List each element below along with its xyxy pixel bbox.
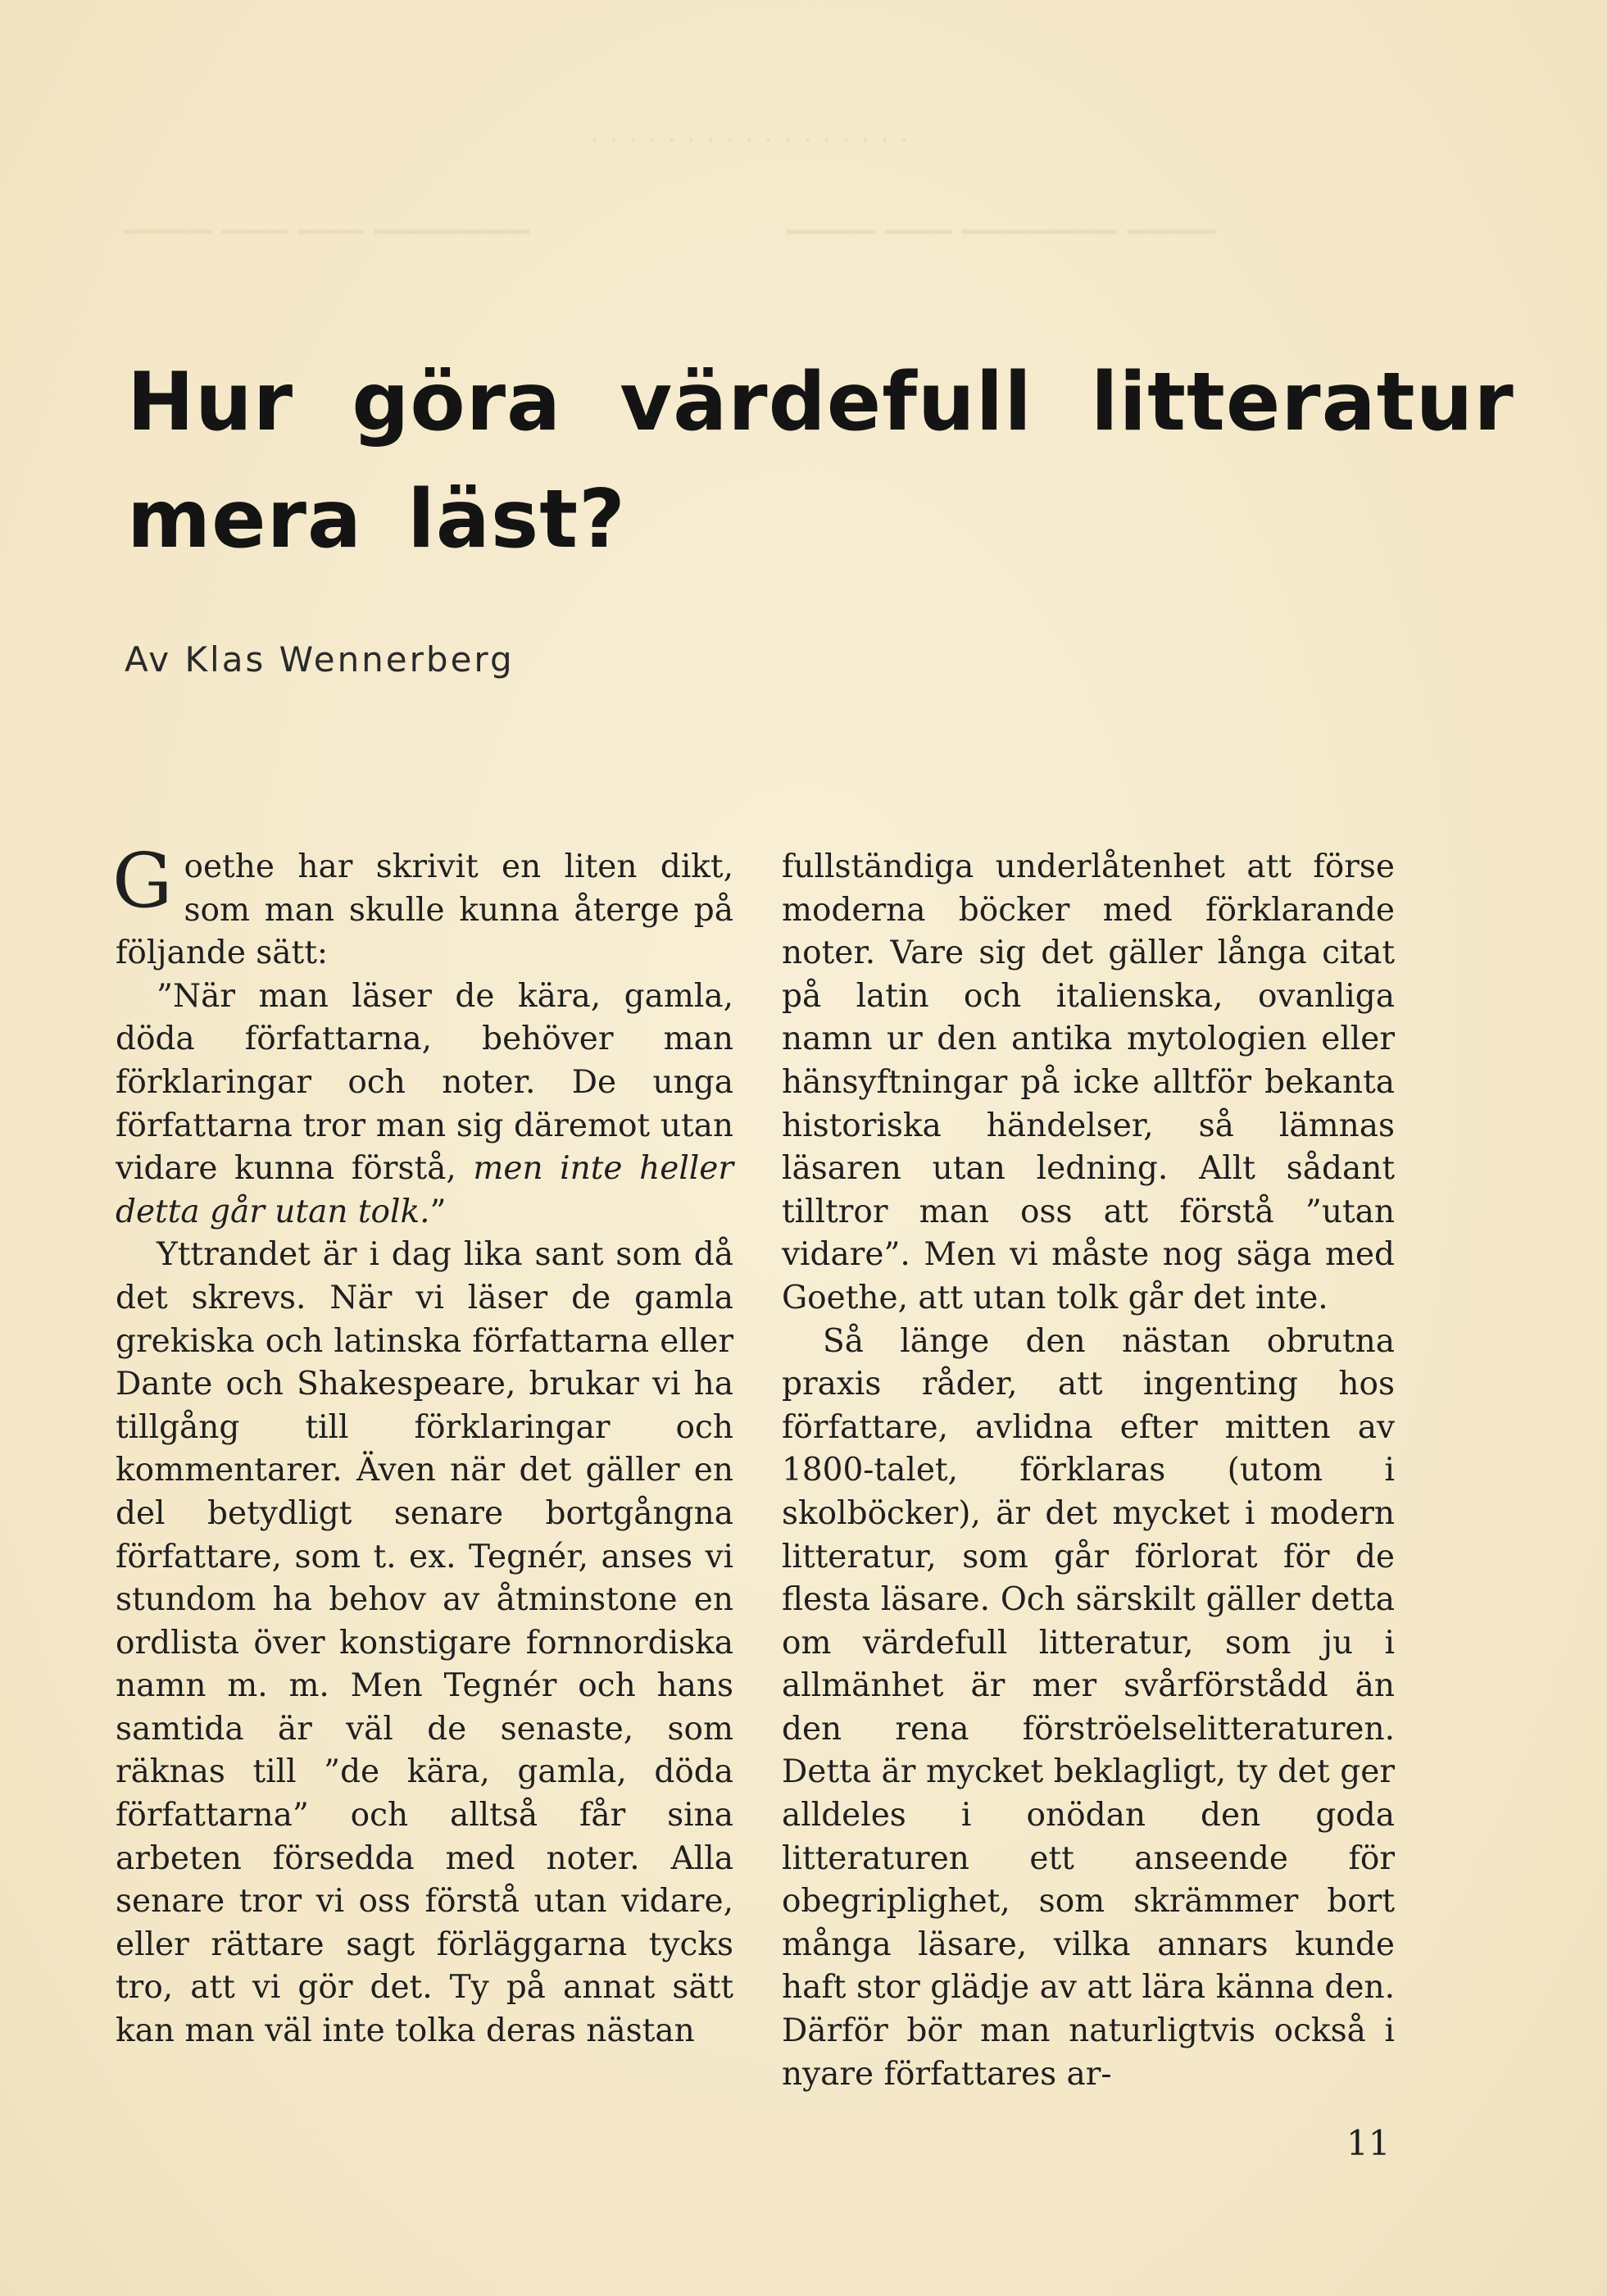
article-byline: Av Klas Wennerberg xyxy=(125,639,515,680)
show-through-texture: ▁▁▁▁ ▁▁▁ ▁▁▁▁▁▁▁ ▁▁▁▁ xyxy=(787,202,1217,234)
body-column-right xyxy=(782,846,1395,2096)
article-title xyxy=(127,344,1520,579)
quote-text: ”När man läser de kära, gamla, döda författarna, behöver man förklaringar och noter. De unga författarna tror man sig däremot utan vidare kunna förstå, xyxy=(116,977,733,1188)
paragraph-body: Så länge den nästan obrutna praxis råder, att ingenting hos författare, avlidna efter mitten av 1800-talet, förklaras (utom i skolböcker), är det mycket i modern litteratur, som går förlorat för de flesta läsare. Och särskilt gäller detta om värdefull litteratur, som ju i allmänhet är mer svårförstådd än den rena förströelselitteraturen. Detta är mycket beklagligt, ty det ger alldeles i onödan den goda litteraturen ett anseende för obegriplighet, som skrämmer bort många läsare, vilka annars kunde haft stor glädje av att lära känna den. Därför bör man naturligtvis också i nyare författares ar- xyxy=(782,1322,1395,2093)
paragraph-quote xyxy=(116,975,733,1234)
quote-closing-mark: ” xyxy=(429,1193,447,1230)
body-column-left xyxy=(112,837,733,2053)
article-title-line-1: Hur göra värdefull litteratur xyxy=(127,356,1514,449)
article-title-line-2: mera läst? xyxy=(127,473,626,566)
drop-cap: G xyxy=(112,837,173,925)
paragraph-body: Yttrandet är i dag lika sant som då det skrevs. När vi läser de gamla grekiska och latinska författarna eller Dante och Shakespeare, brukar vi ha tillgång till förklaringar och kommentarer. Även när det gäller en del betydligt senare bortgångna författare, som t. ex. Tegnér, anses vi stundom ha behov av åtminstone en ordlista över konstigare fornnordiska namn m. m. Men Tegnér och hans samtida är väl de senaste, som räknas till ”de kära, gamla, döda författarna” och alltså får sina arbeten försedda med noter. Alla senare tror vi oss förstå utan vidare, eller rättare sagt förläggarna tycks tro, att vi gör det. Ty på annat sätt kan man väl inte tolka deras nästan xyxy=(116,1236,733,2050)
show-through-texture: . . . . . . . . . . . . . . . . . xyxy=(590,116,910,148)
page-number: 11 xyxy=(1346,2123,1391,2163)
quote-italic-text: men inte heller detta går utan tolk. xyxy=(116,1150,733,1230)
paragraph-intro-text: oethe har skrivit en liten dikt, som man skulle kunna återge på följande sätt: xyxy=(116,848,733,972)
show-through-texture: ▁▁▁▁ ▁▁▁ ▁▁▁ ▁▁▁▁▁▁▁ xyxy=(123,202,530,234)
paragraph-intro xyxy=(112,837,733,975)
paragraph-continued: fullständiga underlåtenhet att förse moderna böcker med förklarande noter. Vare sig det gäller långa citat på latin och italienska, ovanliga namn ur den antika mytologien eller hänsyftningar på icke alltför bekanta historiska händelser, så lämnas läsaren utan ledning. Allt sådant tilltror man oss att förstå ”utan vidare”. Men vi måste nog säga med Goethe, att utan tolk går det inte. xyxy=(782,848,1395,1316)
